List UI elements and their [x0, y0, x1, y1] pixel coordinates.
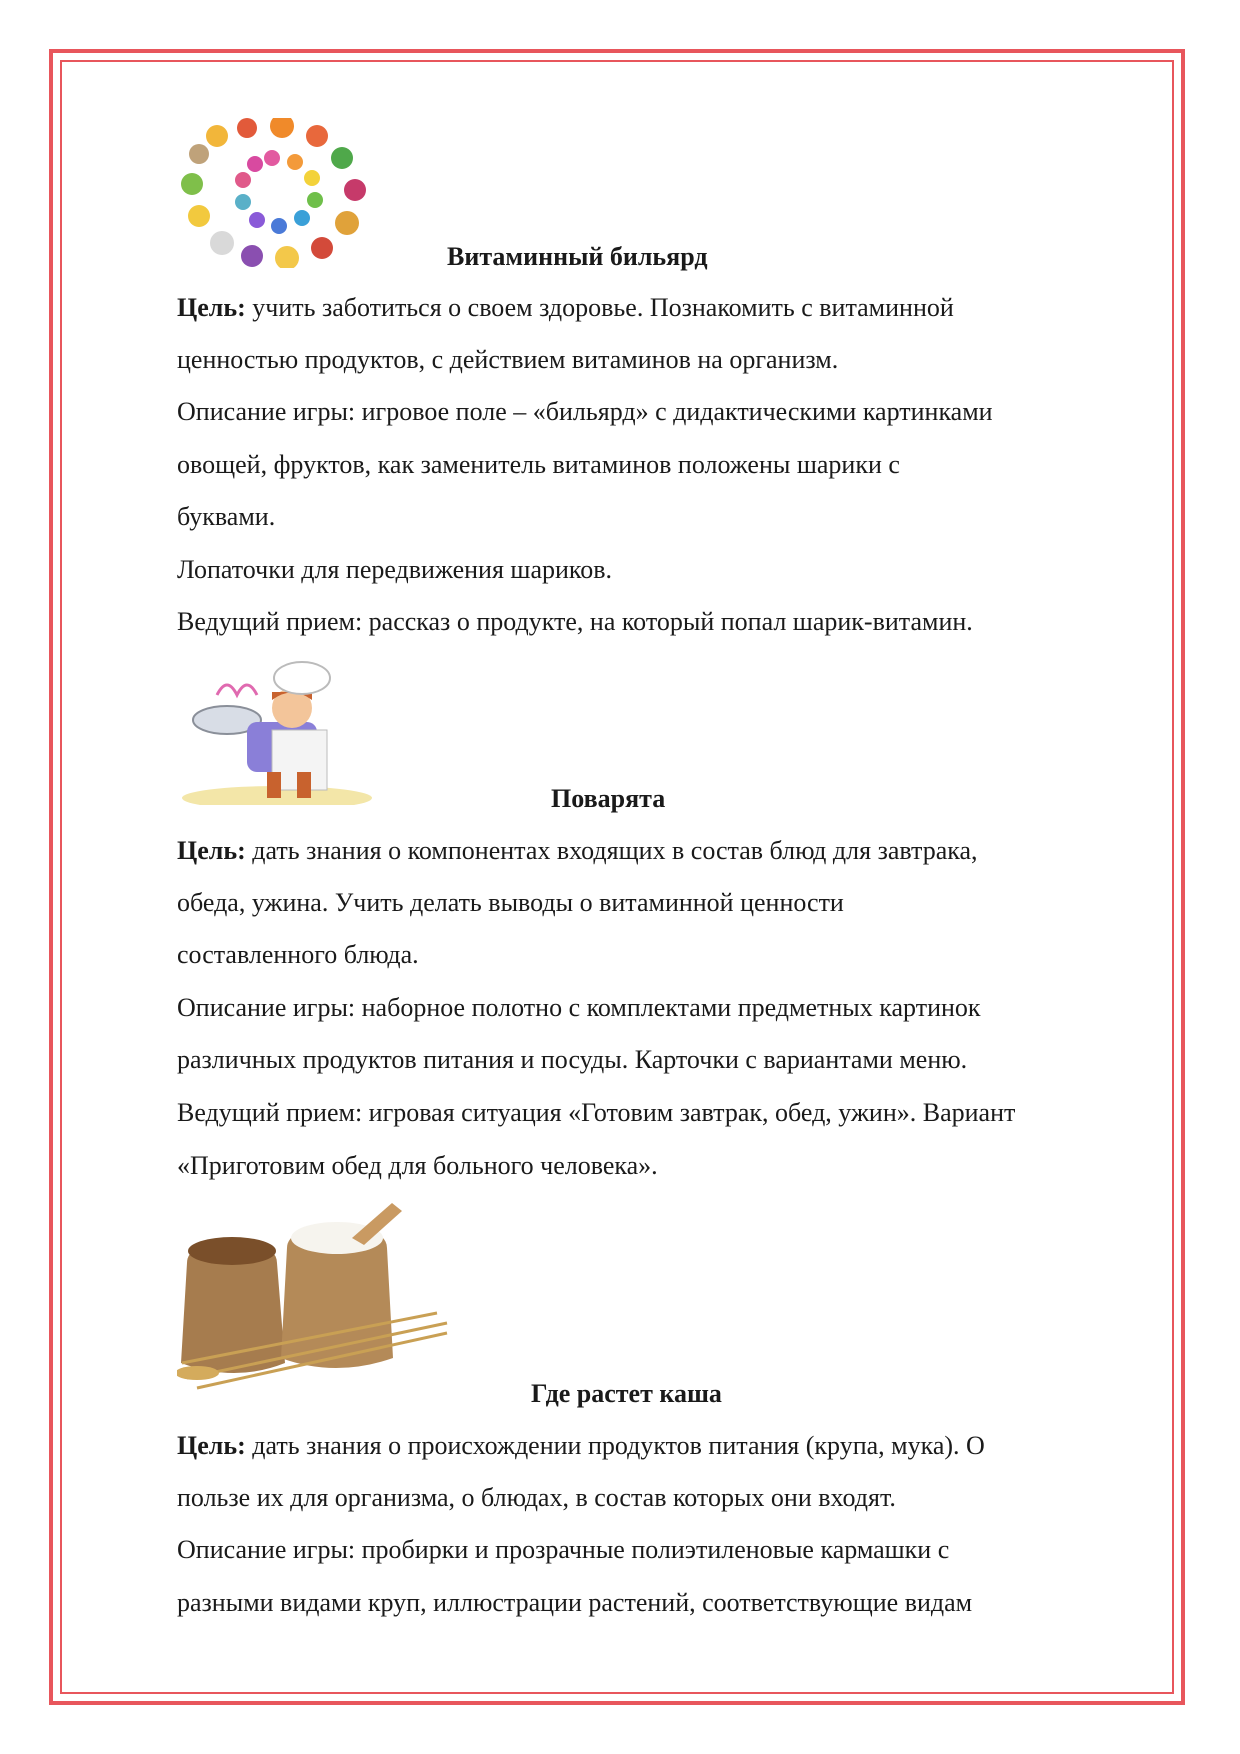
section-2-line: Описание игры: наборное полотно с комплектами предметных картинок [177, 993, 981, 1022]
vitamin-letter-balls [235, 150, 323, 234]
section-3-goal-line [177, 1431, 985, 1461]
grain-sacks-image [177, 1203, 457, 1398]
goal-label: Цель: [177, 836, 246, 865]
goal-label: Цель: [177, 1431, 246, 1460]
section-1-line: ценностью продуктов, с действием витаминов на организм. [177, 345, 839, 374]
section-1-line: Описание игры: игровое поле – «бильярд» с дидактическими картинками [177, 397, 993, 426]
goal-text: учить заботиться о своем здоровье. Познакомить с витаминной [245, 293, 954, 322]
section-3-line: разными видами круп, иллюстрации растений, соответствующие видам [177, 1588, 973, 1617]
section-title-vitamin-billiards: Витаминный бильярд [447, 242, 708, 271]
chef-hat [274, 662, 330, 694]
section-2-line: «Приготовим обед для больного человека». [177, 1151, 658, 1180]
section-title-little-chefs: Поварята [551, 784, 666, 813]
section-title-where-porridge-grows: Где растет каша [531, 1379, 722, 1408]
section-1-line: овощей, фруктов, как заменитель витаминов положены шарики с [177, 450, 900, 479]
section-1-line: буквами. [177, 502, 276, 531]
section-3-line: пользе их для организма, о блюдах, в состав которых они входят. [177, 1483, 896, 1512]
section-2-line: составленного блюда. [177, 940, 419, 969]
section-1-goal-line [177, 293, 954, 323]
goal-text: дать знания о происхождении продуктов питания (крупа, мука). О [245, 1431, 985, 1460]
goal-label: Цель: [177, 293, 246, 322]
section-2-line: обеда, ужина. Учить делать выводы о витаминной ценности [177, 888, 844, 917]
little-chef-image [177, 660, 375, 805]
section-1-line: Лопаточки для передвижения шариков. [177, 555, 612, 584]
section-2-line: различных продуктов питания и посуды. Карточки с вариантами меню. [177, 1045, 968, 1074]
goal-text: дать знания о компонентах входящих в состав блюд для завтрака, [245, 836, 978, 865]
section-2-line: Ведущий прием: игровая ситуация «Готовим завтрак, обед, ужин». Вариант [177, 1098, 1016, 1127]
vitamin-wheel-fruits [181, 118, 366, 268]
section-3-line: Описание игры: пробирки и прозрачные полиэтиленовые кармашки с [177, 1535, 950, 1564]
section-1-line: Ведущий прием: рассказ о продукте, на который попал шарик-витамин. [177, 607, 973, 636]
section-2-goal-line [177, 836, 978, 866]
vitamin-wheel-image [177, 118, 377, 268]
